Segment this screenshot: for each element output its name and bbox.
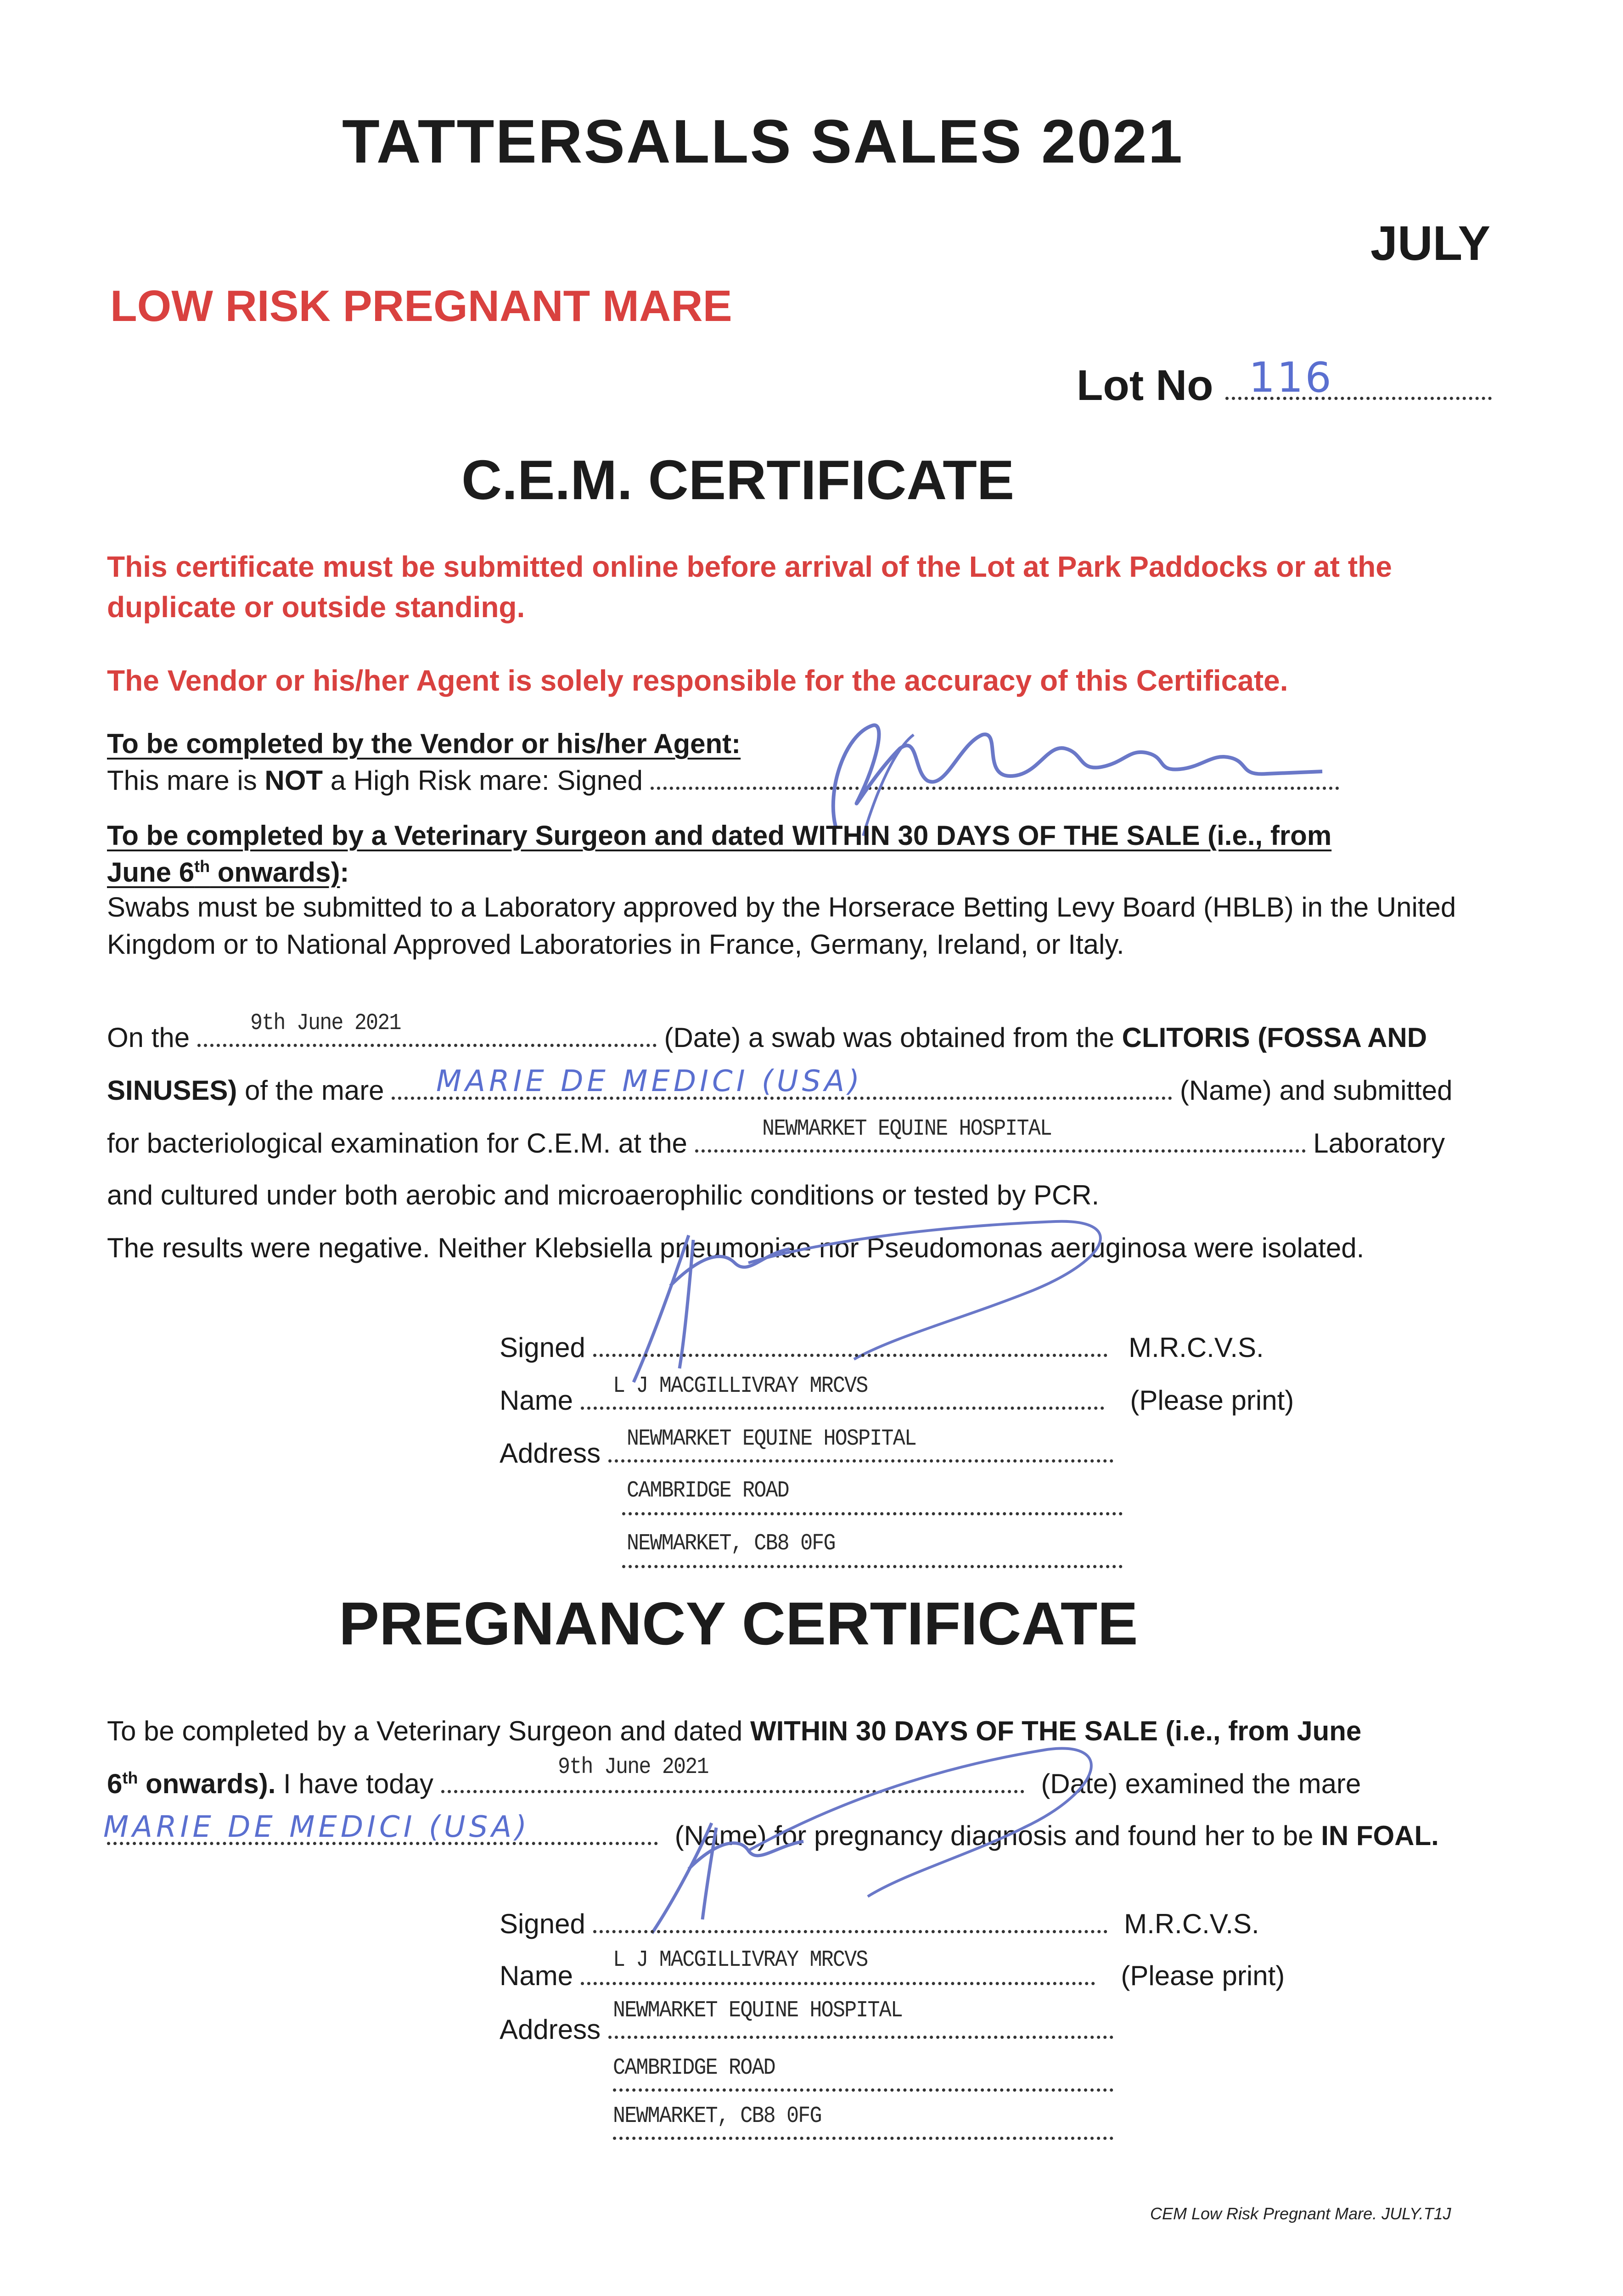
- cem-address-3: NEWMARKET, CB8 0FG: [627, 1531, 835, 1557]
- preg-name-label: Name: [500, 1960, 573, 1991]
- page-title: TATTERSALLS SALES 2021: [342, 107, 1184, 176]
- preg-address-label: Address: [500, 2014, 601, 2045]
- preg-diagnosis-text: (Name) for pregnancy diagnosis and found her to be: [674, 1820, 1321, 1851]
- vendor-line-not: NOT: [264, 765, 323, 796]
- cem-address-dots-1: [608, 1459, 1113, 1463]
- vet-heading-onwards: onwards): [210, 857, 340, 888]
- preg-address-dots-3: [613, 2137, 1113, 2140]
- cem-mare-name: MARIE DE MEDICI (USA): [436, 1064, 864, 1098]
- cem-title: C.E.M. CERTIFICATE: [461, 449, 1015, 511]
- date-suffix: (Date) a swab was obtained from the: [664, 1022, 1122, 1053]
- preg-signed-label: Signed: [500, 1908, 585, 1939]
- lot-label-text: Lot No: [1077, 361, 1213, 409]
- vet-heading-sup: th: [194, 857, 210, 876]
- preg-name-dots: [581, 1982, 1095, 1985]
- sinuses-bold: SINUSES): [107, 1075, 237, 1106]
- vendor-line-pre: This mare is: [107, 765, 265, 796]
- cem-vet-signature: [597, 1221, 1194, 1396]
- cem-date-value: 9th June 2021: [250, 1010, 401, 1036]
- vendor-heading: To be completed by the Vendor or his/her Agent:: [107, 728, 741, 759]
- preg-date-suffix: (Date) examined the mare: [1041, 1768, 1361, 1799]
- cem-vet-name: L J MACGILLIVRAY MRCVS: [613, 1373, 868, 1399]
- test-results: The results were negative. Neither Klebsiella pneumoniae nor Pseudomonas aeruginosa were isolated.: [107, 1232, 1365, 1263]
- preg-vet-name: L J MACGILLIVRAY MRCVS: [613, 1947, 868, 1973]
- vendor-line-post: a High Risk mare: Signed: [323, 765, 643, 796]
- vet-heading-bold: WITHIN 30 DAYS OF THE SALE (i.e., from: [792, 820, 1332, 851]
- preg-mrcvs: M.R.C.V.S.: [1124, 1908, 1259, 1939]
- preg-signed-dots: [593, 1930, 1107, 1933]
- cem-signed-label: Signed: [500, 1332, 585, 1363]
- submission-warning: This certificate must be submitted online before arrival of the Lot at Park Paddocks or at the duplicate or outside standing.: [107, 550, 1392, 624]
- clitoris-bold: CLITORIS (FOSSA AND: [1122, 1022, 1427, 1053]
- laboratory-suffix: Laboratory: [1313, 1128, 1445, 1159]
- exam-pre: for bacteriological examination for C.E.M. at the: [107, 1128, 687, 1159]
- cem-name-dots: [581, 1407, 1104, 1410]
- preg-please-print: (Please print): [1121, 1960, 1285, 1991]
- cem-address-label: Address: [500, 1438, 601, 1469]
- cem-signed-dots: [593, 1354, 1107, 1357]
- preg-sup: th: [122, 1768, 138, 1787]
- preg-address-2: CAMBRIDGE ROAD: [613, 2055, 775, 2081]
- preg-six: 6: [107, 1768, 123, 1799]
- vet-heading-june: June 6: [107, 857, 195, 888]
- preg-address-3: NEWMARKET, CB8 0FG: [613, 2103, 821, 2129]
- preg-line1-pre: To be completed by a Veterinary Surgeon and dated: [107, 1716, 750, 1746]
- on-the-label: On the: [107, 1022, 190, 1053]
- sale-month: JULY: [1370, 216, 1491, 270]
- name-suffix: (Name) and submitted: [1179, 1075, 1453, 1106]
- pregnancy-line1: [107, 1715, 1361, 1747]
- of-the-mare: of the mare: [237, 1075, 384, 1106]
- responsibility-warning: The Vendor or his/her Agent is solely responsible for the accuracy of this Certificate.: [107, 664, 1288, 697]
- preg-address-dots-2: [613, 2088, 1113, 2092]
- cem-lab-dots: [695, 1149, 1306, 1153]
- vet-heading-text: To be completed by a Veterinary Surgeon and dated: [107, 820, 792, 851]
- preg-address-1: NEWMARKET EQUINE HOSPITAL: [613, 1998, 903, 2024]
- cem-address-dots-2: [622, 1512, 1123, 1515]
- cem-lab-value: NEWMARKET EQUINE HOSPITAL: [762, 1116, 1052, 1142]
- vet-heading-line2: [107, 856, 349, 888]
- vet-heading-colon: :: [340, 857, 349, 888]
- cem-mrcvs: M.R.C.V.S.: [1129, 1332, 1264, 1363]
- cem-address-2: CAMBRIDGE ROAD: [627, 1478, 789, 1504]
- cem-name-label: Name: [500, 1385, 573, 1416]
- cem-address-dots-3: [622, 1565, 1123, 1568]
- cultured-conditions: and cultured under both aerobic and microaerophilic conditions or tested by PCR.: [107, 1180, 1100, 1210]
- preg-onwards: onwards).: [138, 1768, 276, 1799]
- cem-signed-line: [500, 1332, 1264, 1363]
- pregnancy-date-value: 9th June 2021: [558, 1754, 708, 1780]
- vet-heading-line1: [107, 820, 1331, 851]
- cem-address-1: NEWMARKET EQUINE HOSPITAL: [627, 1426, 916, 1452]
- preg-have-today: I have today: [275, 1768, 433, 1799]
- preg-address-dots-1: [608, 2036, 1113, 2039]
- lot-number-value: 116: [1249, 354, 1333, 402]
- pregnancy-title: PREGNANCY CERTIFICATE: [339, 1590, 1138, 1657]
- in-foal-bold: IN FOAL.: [1321, 1820, 1439, 1851]
- swab-requirements: Swabs must be submitted to a Laboratory approved by the Horserace Betting Levy Board (HBLB) in the United Kingdom or to National Approved Laboratories in France, Germany, Ireland, or Italy.: [107, 892, 1456, 960]
- form-code: CEM Low Risk Pregnant Mare. JULY.T1J: [1150, 2204, 1451, 2223]
- pregnancy-mare-name: MARIE DE MEDICI (USA): [103, 1810, 531, 1844]
- preg-signed-line: [500, 1908, 1259, 1940]
- preg-line1-bold: WITHIN 30 DAYS OF THE SALE (i.e., from June: [750, 1716, 1362, 1746]
- certificate-category: LOW RISK PREGNANT MARE: [110, 281, 732, 331]
- cem-date-dots: [197, 1044, 657, 1047]
- cem-please-print: (Please print): [1130, 1385, 1294, 1416]
